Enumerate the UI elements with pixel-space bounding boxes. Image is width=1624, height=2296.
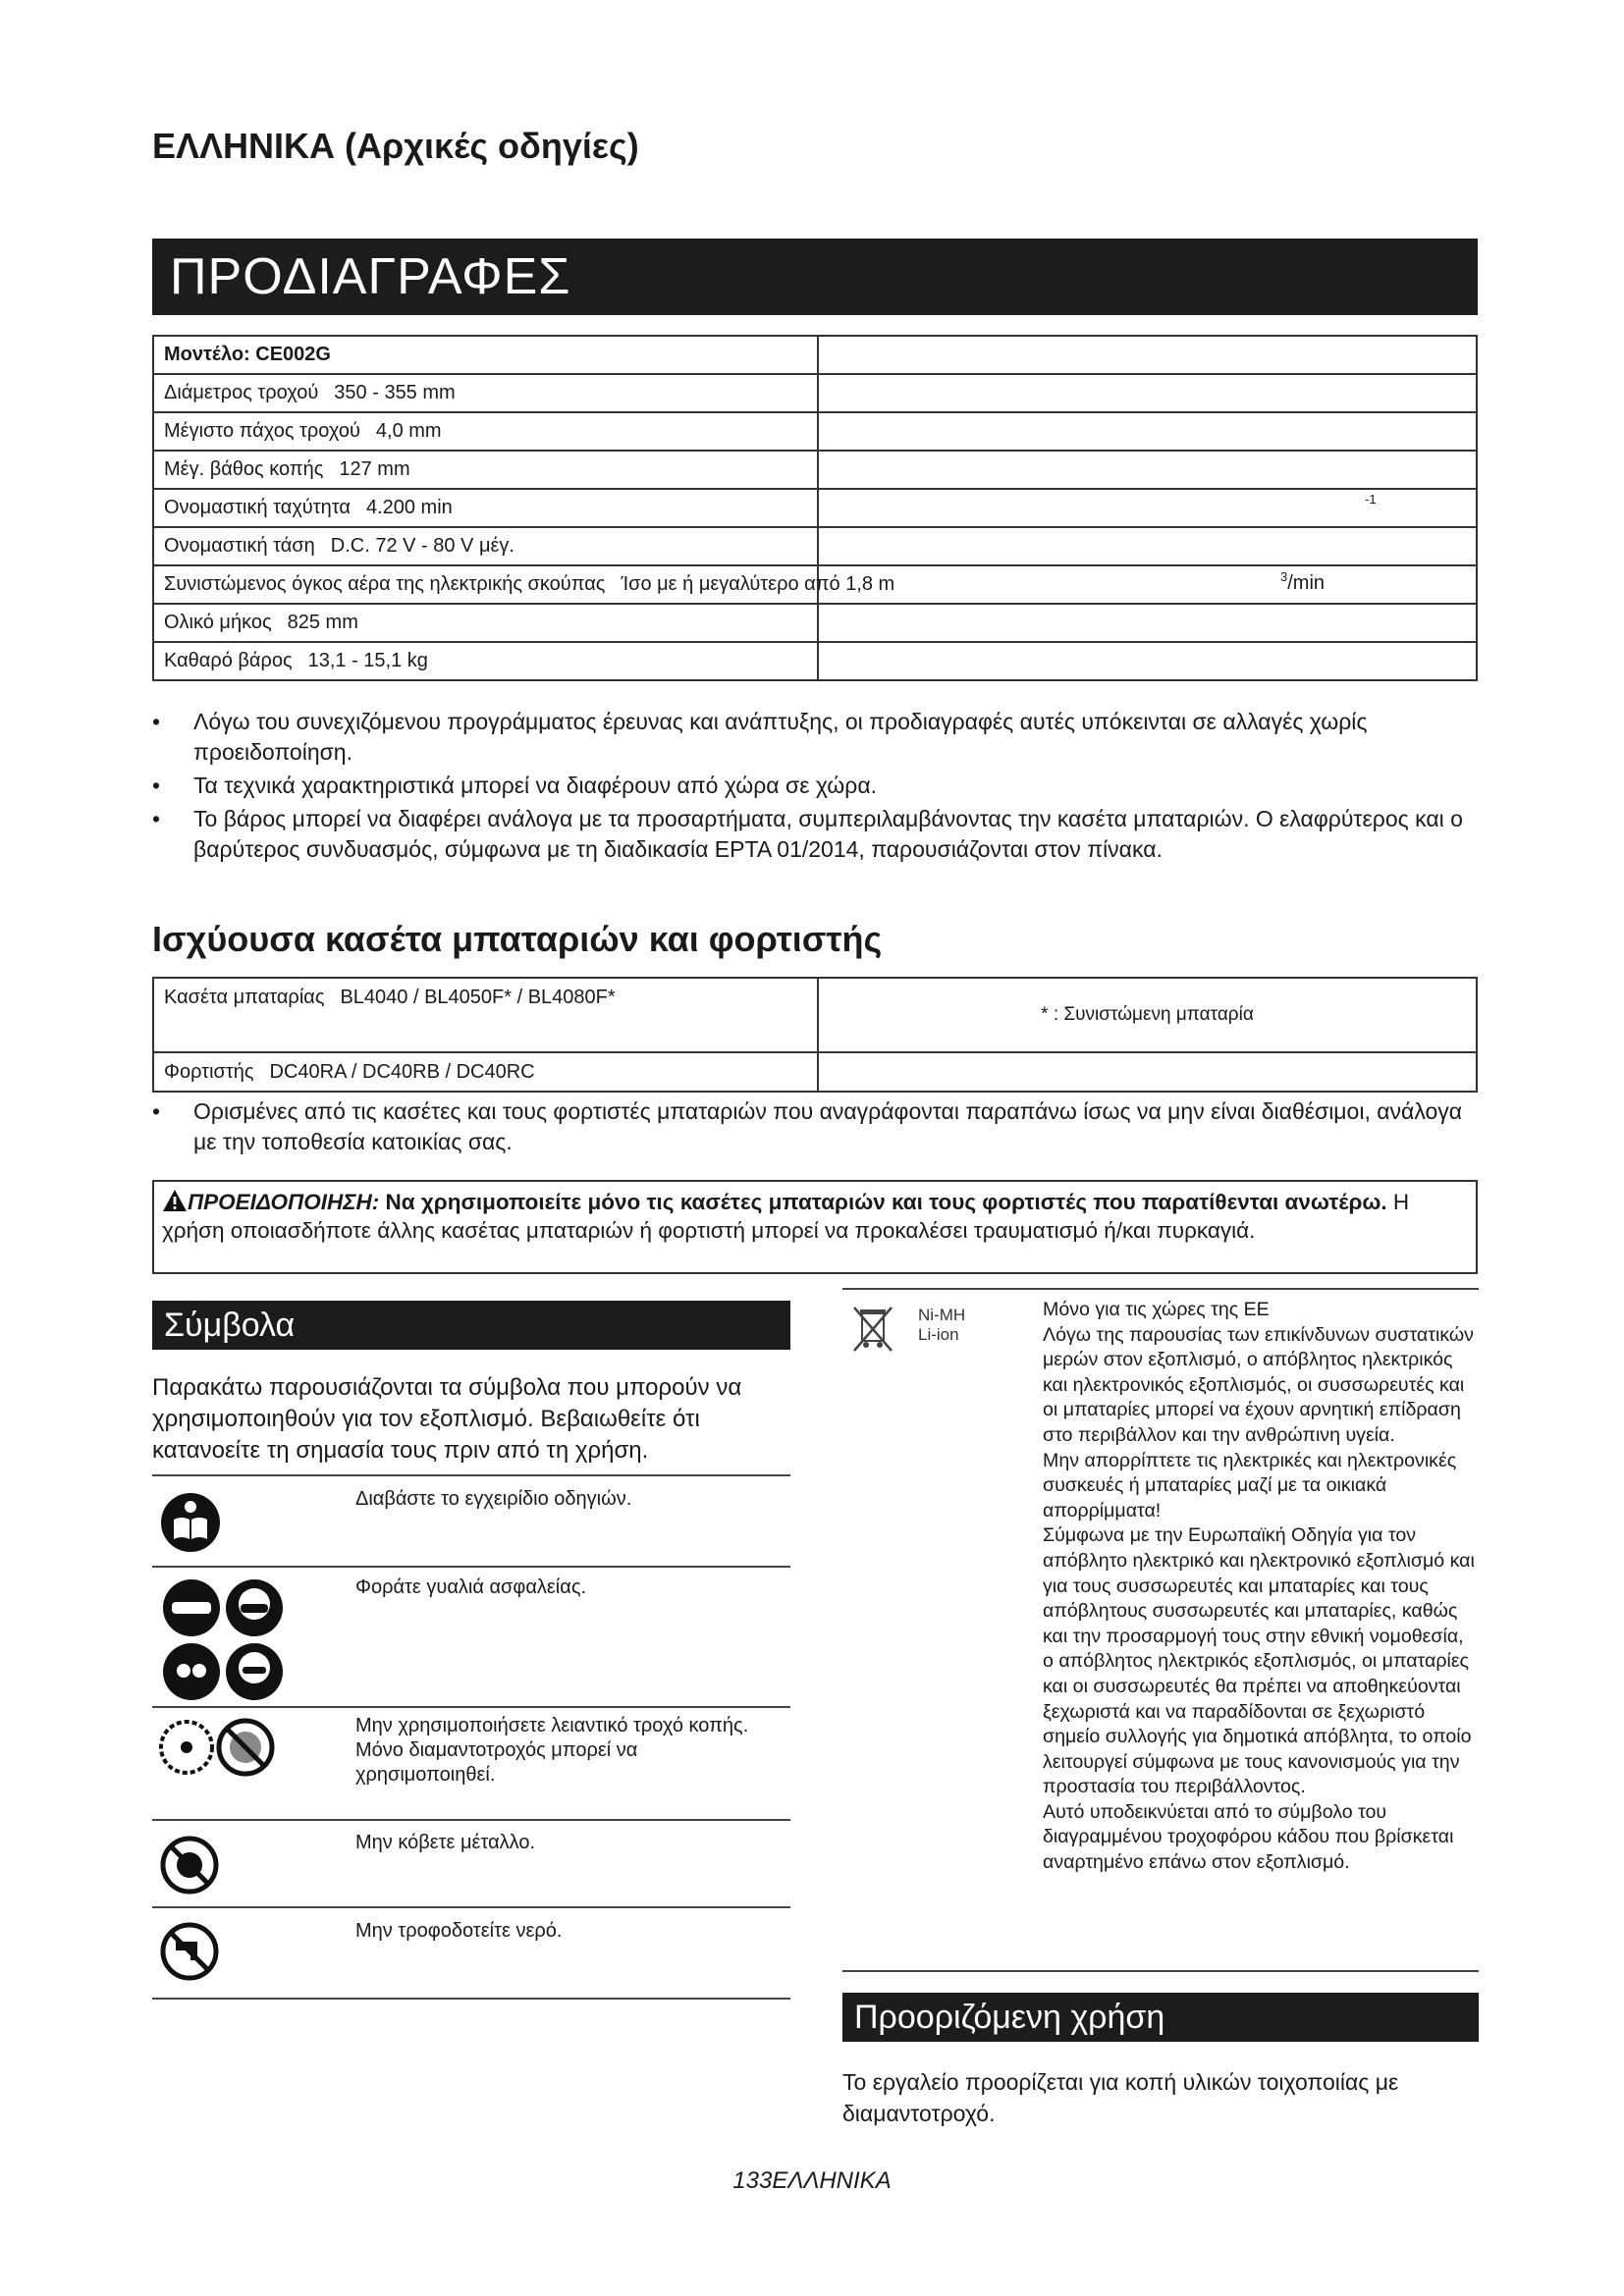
spec-value: 825 mm bbox=[287, 612, 358, 633]
list-item: • Το βάρος μπορεί να διαφέρει ανάλογα με τα προσαρτήματα, συμπεριλαμβάνοντας την κασέτα μπαταριών. Ο ελαφρύτερος και ο βαρύτερος συνδυασμός, σύμφωνα με τη διαδικασία EPTA 01/2014, παρουσιάζονται στον πίνακα. bbox=[152, 804, 1488, 865]
spec-value: Ίσο με ή μεγαλύτερο από 1,8 m bbox=[621, 572, 895, 595]
language-title: ΕΛΛΗΝΙΚΑ (Αρχικές οδηγίες) bbox=[152, 126, 639, 166]
intended-use-text: Το εργαλείο προορίζεται για κοπή υλικών τοιχοποιίας με διαμαντοτροχό. bbox=[842, 2069, 1399, 2126]
table-row bbox=[153, 451, 1477, 489]
table-row bbox=[153, 374, 1477, 412]
warning-box bbox=[152, 1180, 1478, 1274]
safety-glasses-icon bbox=[160, 1576, 288, 1704]
warning-bold-text: Να χρησιμοποιείτε μόνο τις κασέτες μπαταριών και τους φορτιστές που παρατίθενται ανωτέρω. bbox=[385, 1190, 1387, 1214]
crossed-bin-icon bbox=[850, 1304, 895, 1357]
charger-value: DC40RA / DC40RB / DC40RC bbox=[269, 1060, 535, 1083]
warning-triangle-icon bbox=[162, 1189, 188, 1212]
spec-label: Ολικό μήκος bbox=[164, 612, 272, 633]
table-row bbox=[153, 642, 1477, 680]
spec-label: Καθαρό βάρος bbox=[164, 650, 293, 671]
list-item: • Τα τεχνικά χαρακτηριστικά μπορεί να διαφέρουν από χώρα σε χώρα. bbox=[152, 771, 1488, 801]
model-cell: Μοντέλο: CE002G bbox=[153, 336, 818, 374]
spec-label: Διάμετρος τροχού bbox=[164, 382, 319, 403]
spec-label: Ονομαστική τάση bbox=[164, 535, 315, 557]
no-metal-cutting-icon bbox=[160, 1836, 219, 1895]
warning-text: Η χρήση οποιασδήποτε άλλης κασέτας μπαταριών ή φορτιστή μπορεί να προκαλέσει τραυματισμό ή/και πυρκαγιά. bbox=[162, 1190, 1410, 1243]
spec-label: Συνιστώμενος όγκος αέρα της ηλεκτρικής σκούπας bbox=[164, 572, 606, 595]
symbol-text: Διαβάστε το εγχειρίδιο οδηγιών. bbox=[355, 1488, 632, 1510]
weee-text: Μόνο για τις χώρες της ΕΕ Λόγω της παρουσίας των επικίνδυνων συστατικών μερών στον εξοπλισμό, ο απόβλητος ηλεκτρικός και ηλεκτρονικός εξοπλισμός, οι συσσωρευτές και οι μπαταρίες μπορεί να έχουν αρνητική επίδραση στο περιβάλλον και την ανθρώπινη υγεία. Μην απορρίπτετε τις ηλεκτρικές και ηλεκτρονικές συσκευές ή μπαταρίες μαζί με τα οικιακά απορρίμματα! Σύμφωνα με την Ευρωπαϊκή Οδηγία για τον απόβλητο ηλεκτρικό και ηλεκτρονικό εξοπλισμό και για τους συσσωρευτές και μπαταρίες και τους απόβλητους συσσωρευτές και μπαταρίες, καθώς και την προσαρμογή τους στην εθνική νομοθεσία, ο απόβλητος ηλεκτρικός εξοπλισμός, οι μπαταρίες και οι συσσωρευτές θα πρέπει να αποθηκεύονται ξεχωριστά και να παραδίδονται σε ξεχωριστό σημείο συλλογής για δημοτικά απόβλητα, το οποίο λειτουργεί σύμφωνα με τους κανονισμούς για την προστασία του περιβάλλοντος. Αυτό υποδεικνύεται από το σύμβολο του διαγραμμένου τροχοφόρου κάδου που βρίσκεται αναρτημένο επάνω στον εξοπλισμό. bbox=[1043, 1299, 1475, 1874]
symbols-title: Σύμβολα bbox=[152, 1301, 790, 1350]
symbol-text: Μην τροφοδοτείτε νερό. bbox=[355, 1920, 563, 1942]
symbols-intro: Παρακάτω παρουσιάζονται τα σύμβολα που μπορούν να χρησιμοποιηθούν για τον εξοπλισμό. Βεβαιωθείτε ότι κατανοείτε τη σημασία τους πριν από τη χρήση. bbox=[152, 1374, 742, 1464]
intended-use-title: Προοριζόμενη χρήση bbox=[842, 1993, 1479, 2042]
spec-label: Μέγιστο πάχος τροχού bbox=[164, 420, 360, 442]
spec-notes bbox=[152, 707, 1488, 868]
spec-value: 127 mm bbox=[339, 458, 410, 480]
speed-superscript: -1 bbox=[1365, 492, 1377, 507]
charger-label: Φορτιστής bbox=[164, 1060, 254, 1083]
table-row bbox=[153, 604, 1477, 642]
battery-notes bbox=[152, 1096, 1488, 1160]
table-row bbox=[153, 336, 1477, 374]
spec-value: 4.200 min bbox=[365, 497, 453, 518]
battery-table bbox=[152, 977, 1478, 1093]
cartridge-value: BL4040 / BL4050F* / BL4080F* bbox=[340, 987, 616, 1008]
spec-value: 350 - 355 mm bbox=[334, 382, 456, 403]
read-manual-icon bbox=[160, 1492, 221, 1553]
table-row bbox=[153, 1052, 1477, 1092]
symbol-text: Φοράτε γυαλιά ασφαλείας. bbox=[355, 1576, 587, 1598]
spec-label: Ονομαστική ταχύτητα bbox=[164, 497, 351, 518]
list-item: • Ορισμένες από τις κασέτες και τους φορτιστές μπαταριών που αναγράφονται παραπάνω ίσως να μην είναι διαθέσιμοι, ανάλογα με την τοποθεσία κατοικίας σας. bbox=[152, 1096, 1488, 1157]
table-row bbox=[153, 978, 1477, 1052]
specifications-table bbox=[152, 335, 1478, 681]
weee-label-liion: Li-ion bbox=[918, 1325, 959, 1344]
battery-heading: Ισχύουσα κασέτα μπαταριών και φορτιστής bbox=[152, 919, 883, 959]
spec-value: D.C. 72 V - 80 V μέγ. bbox=[330, 535, 514, 557]
airflow-superscript: 3 bbox=[1280, 569, 1288, 584]
page-footer: 133ΕΛΛΗΝΙΚΑ bbox=[732, 2167, 892, 2194]
weee-label-nimh: Ni-MH bbox=[918, 1306, 966, 1324]
no-abrasive-wheel-icon bbox=[157, 1718, 275, 1777]
cartridge-label: Κασέτα μπαταρίας bbox=[164, 987, 325, 1008]
spec-value: 4,0 mm bbox=[375, 420, 442, 442]
table-row bbox=[153, 412, 1477, 451]
specifications-title: ΠΡΟΔΙΑΓΡΑΦΕΣ bbox=[152, 239, 1478, 315]
spec-label: Μέγ. βάθος κοπής bbox=[164, 458, 324, 480]
symbol-text: Μην κόβετε μέταλλο. bbox=[355, 1832, 536, 1853]
no-water-feed-icon bbox=[160, 1922, 219, 1981]
table-row bbox=[153, 489, 1477, 527]
airflow-unit: /min bbox=[1287, 572, 1326, 594]
battery-footnote: * : Συνιστώμενη μπαταρία bbox=[818, 978, 1477, 1052]
spec-value: 13,1 - 15,1 kg bbox=[307, 650, 428, 671]
table-row bbox=[153, 565, 1477, 604]
list-item: • Λόγω του συνεχιζόμενου προγράμματος έρευνας και ανάπτυξης, οι προδιαγραφές αυτές υπόκεινται σε αλλαγές χωρίς προειδοποίηση. bbox=[152, 707, 1488, 768]
table-row bbox=[153, 527, 1477, 565]
warning-label: ΠΡΟΕΙΔΟΠΟΙΗΣΗ: bbox=[188, 1190, 380, 1214]
symbol-text: Μην χρησιμοποιήσετε λειαντικό τροχό κοπής. Μόνο διαμαντοτροχός μπορεί να χρησιμοποιηθεί. bbox=[355, 1715, 749, 1786]
